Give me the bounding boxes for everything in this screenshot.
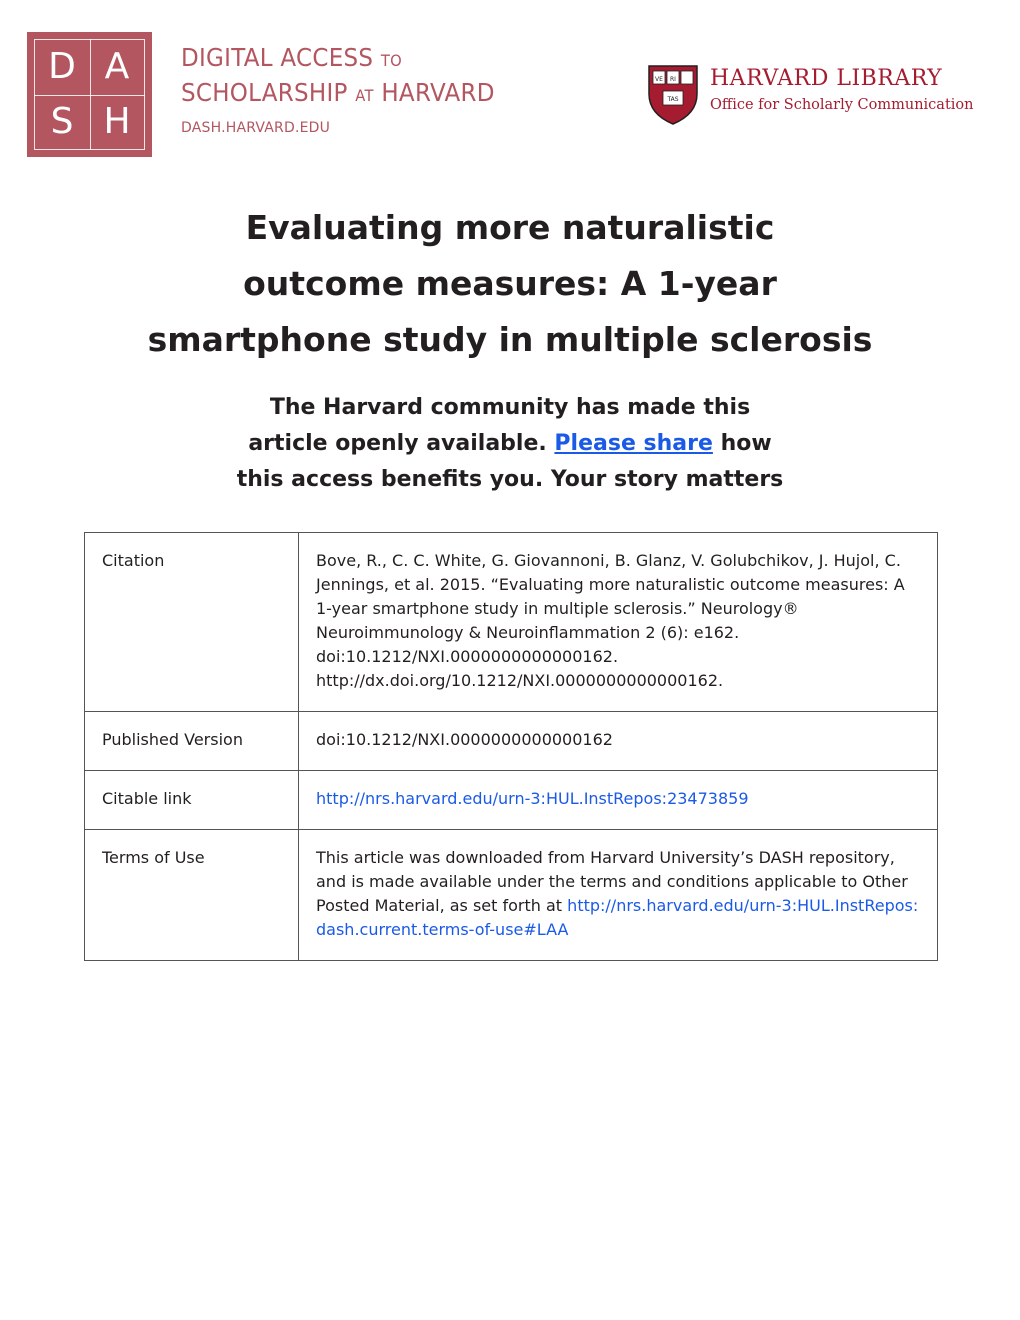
- harvard-shield-icon: [647, 64, 699, 126]
- terms-of-use-text: This article was downloaded from Harvard University’s DASH repository, and is made available under the terms and conditions applicable to Other Posted Material, as set forth at: [316, 848, 908, 915]
- citation-label: Citation: [85, 533, 299, 712]
- shield-text-tas: TAS: [667, 96, 679, 103]
- dash-logo-letter-d: D: [48, 46, 76, 87]
- citable-link[interactable]: http://nrs.harvard.edu/urn-3:HUL.InstRepos:23473859: [316, 789, 749, 808]
- published-version-row: [85, 712, 938, 771]
- open-access-notice: The Harvard community has made this article openly available. Please share how this access benefits you. Your story matters: [236, 395, 784, 492]
- citation-text: Bove, R., C. C. White, G. Giovannoni, B. Glanz, V. Golubchikov, J. Hujol, C. Jennings, et al. 2015. “Evaluating more naturalistic outcome measures: A 1-year smartphone study in multiple sclerosis.” Neurology® Neuroimmunology & Neuroinflammation 2 (6): e162. doi:10.1212/NXI.0000000000000162. http://dx.doi.org/10.1212/NXI.0000000000000162.: [299, 533, 938, 712]
- harvard-library-name: HARVARD LIBRARY: [710, 66, 943, 91]
- dash-logo-letter-h: H: [103, 101, 131, 142]
- harvard-office-name: Office for Scholarly Communication: [710, 97, 974, 113]
- please-share-link[interactable]: Please share: [554, 431, 713, 456]
- published-version-label: Published Version: [85, 712, 299, 771]
- dash-logo-letter-a: A: [104, 46, 130, 87]
- citation-row: [85, 533, 938, 712]
- terms-of-use-label: Terms of Use: [85, 830, 299, 961]
- dash-wordmark: [181, 42, 522, 136]
- dash-wordmark-line1: DIGITAL ACCESS TO: [181, 43, 403, 72]
- citable-link-row: [85, 771, 938, 830]
- shield-text-ri: RI: [670, 76, 676, 83]
- article-title: Evaluating more naturalistic outcome measures: A 1-year smartphone study in multiple sclerosis: [147, 208, 873, 359]
- dash-url[interactable]: DASH.HARVARD.EDU: [181, 120, 331, 136]
- published-version-value: doi:10.1212/NXI.0000000000000162: [299, 712, 938, 771]
- terms-of-use-row: [85, 830, 938, 961]
- dash-wordmark-line2: SCHOLARSHIP AT HARVARD: [181, 78, 495, 107]
- terms-of-use-link[interactable]: http://nrs.harvard.edu/urn-3:HUL.InstRepos:dash.current.terms-of-use#LAA: [316, 896, 919, 939]
- citable-link-label: Citable link: [85, 771, 299, 830]
- dash-logo-letter-s: S: [50, 101, 74, 142]
- dash-logo: [27, 32, 152, 157]
- harvard-library-wordmark: [710, 66, 974, 115]
- shield-text-ve: VE: [655, 76, 663, 83]
- metadata-table: [84, 532, 938, 961]
